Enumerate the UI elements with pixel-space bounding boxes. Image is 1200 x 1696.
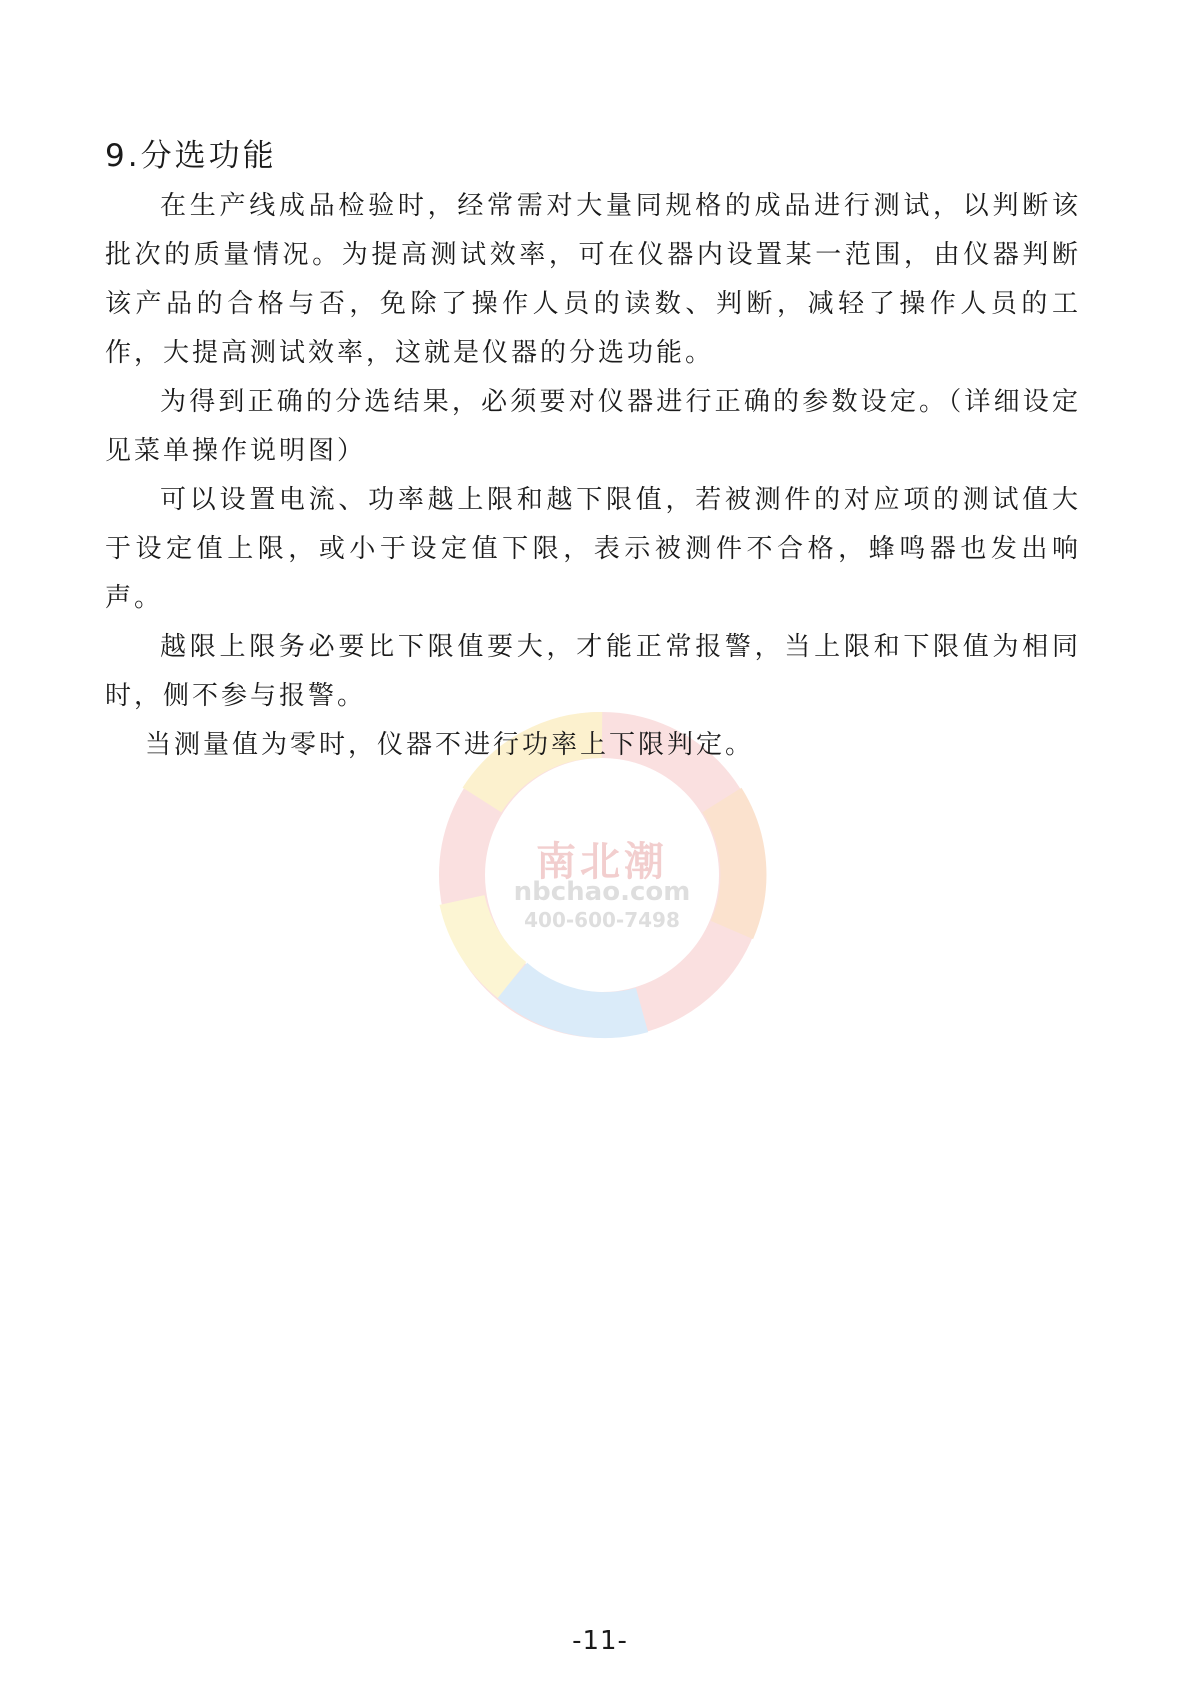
- watermark-brand: 南北潮: [536, 838, 668, 885]
- document-body: [105, 132, 1081, 770]
- watermark-phone: 400-600-7498: [524, 908, 680, 932]
- paragraph-limit-setting: 可以设置电流、功率越上限和越下限值，若被测件的对应项的测试值大于设定值上限，或小于设定值下限，表示被测件不合格，蜂鸣器也发出响声。: [105, 485, 1081, 613]
- paragraph-alarm-rule: 越限上限务必要比下限值要大，才能正常报警，当上限和下限值为相同时，侧不参与报警。: [105, 632, 1081, 711]
- section-title: 9.分选功能: [105, 138, 277, 174]
- paragraph-intro: 在生产线成品检验时，经常需对大量同规格的成品进行测试，以判断该批次的质量情况。为提高测试效率，可在仪器内设置某一范围，由仪器判断该产品的合格与否，免除了操作人员的读数、判断，减轻了操作人员的工作，大提高测试效率，这就是仪器的分选功能。: [105, 191, 1081, 368]
- paragraph-parameter-setting: 为得到正确的分选结果，必须要对仪器进行正确的参数设定。（详细设定见菜单操作说明图）: [105, 387, 1081, 466]
- page-number: -11-: [572, 1626, 628, 1656]
- watermark-domain: nbchao.com: [513, 877, 691, 907]
- paragraph-zero-value: 当测量值为零时，仪器不进行功率上下限判定。: [145, 730, 755, 760]
